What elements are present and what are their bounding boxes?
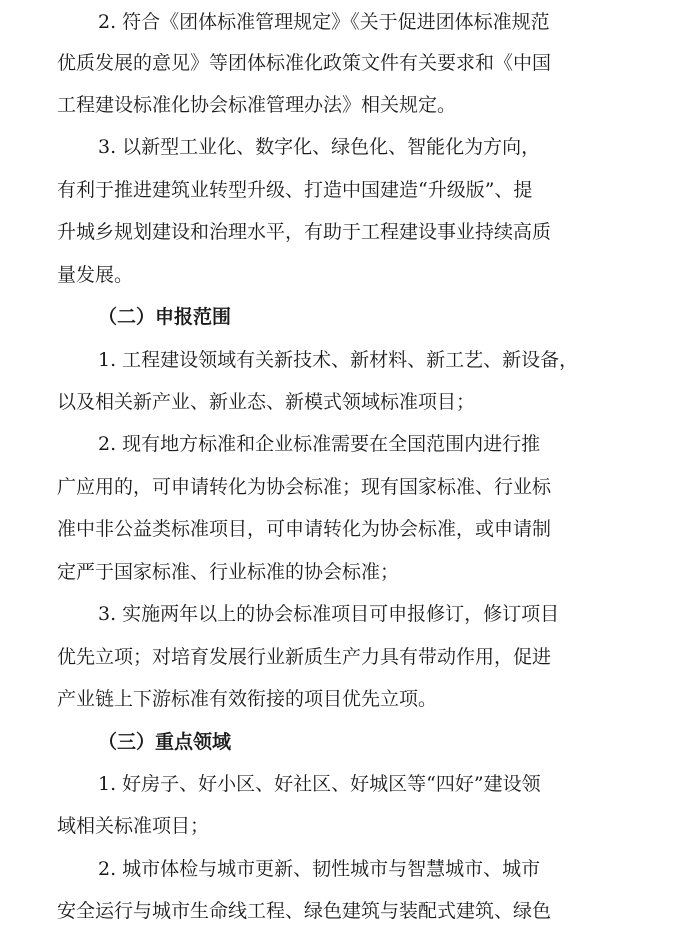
paragraph-line	[0, 85, 676, 125]
paragraph-line	[0, 509, 676, 549]
paragraph-line	[0, 637, 676, 677]
paragraph-text: 广应用的，可申请转化为协会标准；现有国家标准、行业标	[57, 476, 552, 498]
section-heading	[0, 297, 676, 337]
paragraph-line	[0, 170, 676, 210]
paragraph-text: 以及相关新产业、新业态、新模式领域标准项目；	[57, 391, 476, 413]
paragraph-text: 3. 以新型工业化、数字化、绿色化、智能化为方向，	[98, 136, 541, 158]
paragraph-text: 1. 工程建设领域有关新技术、新材料、新工艺、新设备，	[98, 349, 579, 371]
paragraph-text: 有利于推进建筑业转型升级、打造中国建造“升级版”、提	[57, 179, 533, 201]
paragraph-line	[0, 467, 676, 507]
paragraph-text: 产业链上下游标准有效衔接的项目优先立项。	[57, 688, 438, 710]
paragraph-line	[0, 424, 676, 464]
paragraph-text: 量发展。	[57, 264, 134, 286]
paragraph-text: 2. 现有地方标准和企业标准需要在全国范围内进行推	[98, 433, 541, 455]
section-heading-text: （三）重点领域	[98, 731, 232, 753]
paragraph-line	[0, 340, 676, 380]
section-heading-text: （二）申报范围	[98, 306, 232, 328]
paragraph-text: 2. 符合《团体标准管理规定》《关于促进团体标准规范	[98, 11, 550, 33]
paragraph-text: 3. 实施两年以上的协会标准项目可申报修订，修订项目	[98, 603, 560, 625]
paragraph-line	[0, 255, 676, 295]
section-heading	[0, 722, 676, 762]
paragraph-text: 1. 好房子、好小区、好社区、好城区等“四好”建设领	[98, 773, 541, 795]
paragraph-text: 工程建设标准化协会标准管理办法》相关规定。	[57, 94, 457, 116]
paragraph-line	[0, 679, 676, 719]
paragraph-text: 准中非公益类标准项目，可申请转化为协会标准，或申请制	[57, 518, 552, 540]
paragraph-text: 2. 城市体检与城市更新、韧性城市与智慧城市、城市	[98, 858, 541, 880]
paragraph-line	[0, 891, 676, 931]
paragraph-line	[0, 594, 676, 634]
paragraph-line	[0, 43, 676, 83]
paragraph-text: 优先立项；对培育发展行业新质生产力具有带动作用，促进	[57, 646, 552, 668]
paragraph-line	[0, 552, 676, 592]
paragraph-line	[0, 2, 676, 42]
paragraph-text: 安全运行与城市生命线工程、绿色建筑与装配式建筑、绿色	[57, 900, 552, 922]
paragraph-line	[0, 849, 676, 889]
paragraph-line	[0, 212, 676, 252]
paragraph-text: 优质发展的意见》等团体标准化政策文件有关要求和《中国	[57, 52, 552, 74]
paragraph-text: 定严于国家标准、行业标准的协会标准；	[57, 561, 400, 583]
paragraph-line	[0, 764, 676, 804]
paragraph-text: 升城乡规划建设和治理水平，有助于工程建设事业持续高质	[57, 221, 552, 243]
paragraph-line	[0, 127, 676, 167]
paragraph-text: 域相关标准项目；	[57, 815, 210, 837]
paragraph-line	[0, 382, 676, 422]
paragraph-line	[0, 806, 676, 846]
